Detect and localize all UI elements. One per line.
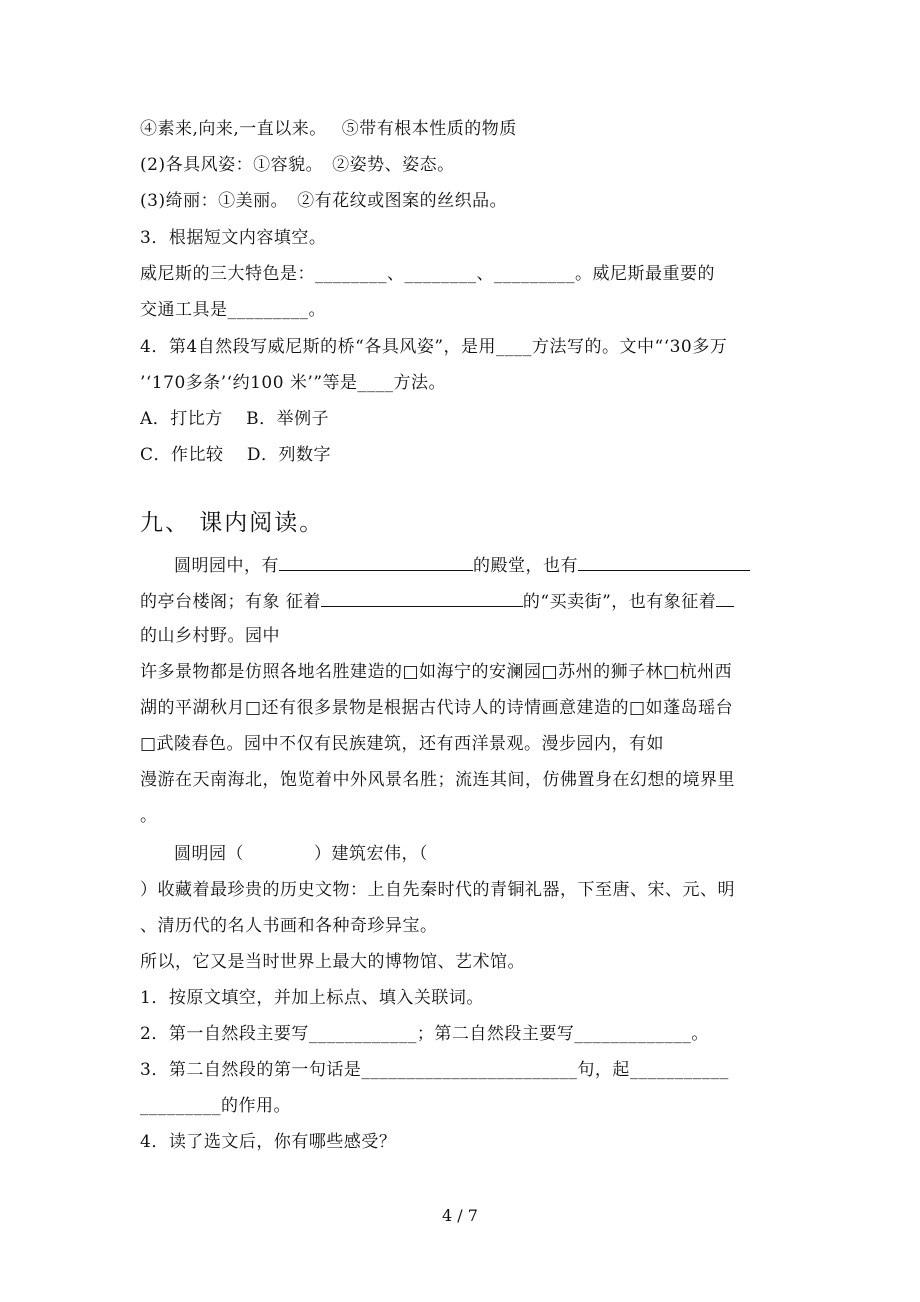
passage-line: 湖的平湖秋月□还有很多景物是根据古代诗人的诗情画意建造的□如蓬岛瑶台	[140, 698, 734, 718]
question-3: 3．第二自然段的第一句话是________________________句，起___________	[140, 1060, 729, 1080]
text-line: (2)各具风姿：①容貌。 ②姿势、姿态。	[140, 155, 455, 175]
question-2: 2．第一自然段主要写____________；第二自然段主要写_____________。	[140, 1024, 709, 1044]
blank-line	[279, 553, 473, 571]
passage-line: 漫游在天南海北，饱览着中外风景名胜；流连其间，仿佛置身在幻想的境界里	[140, 770, 735, 790]
passage-line	[140, 589, 734, 613]
passage-line: 的山乡村野。园中	[140, 626, 280, 646]
question-4: 4．第4自然段写威尼斯的桥“各具风姿”，是用____方法写的。文中“‘30多万	[140, 337, 728, 357]
passage-line: □武陵春色。园中不仅有民族建筑，还有西洋景观。漫步园内，有如	[140, 734, 665, 754]
page-number: 4 / 7	[442, 1206, 478, 1225]
text-line: ④素来,向来,一直以来。 ⑤带有根本性质的物质	[140, 119, 517, 139]
passage-line: 圆明园（ ）建筑宏伟，（	[174, 844, 428, 864]
passage-line	[174, 553, 750, 577]
blank-line	[716, 589, 734, 607]
options-ab: A．打比方 B．举例子	[140, 409, 330, 429]
options-cd: C．作比较 D．列数字	[140, 445, 332, 465]
passage-line: 。	[140, 806, 158, 826]
text-line: 威尼斯的三大特色是：________、________、_________。威尼斯最重要的	[140, 264, 715, 284]
question-4: 4．读了选文后，你有哪些感受？	[140, 1132, 397, 1152]
passage-fragment: 的亭台楼阁；有象 征着	[140, 592, 321, 612]
text-line: (3)绮丽：①美丽。 ②有花纹或图案的丝织品。	[140, 191, 508, 211]
passage-fragment: 圆明园中，有	[174, 556, 279, 576]
passage-line: 、清历代的名人书画和各种奇珍异宝。	[140, 916, 438, 936]
blank-line	[321, 589, 523, 607]
question-3: 3．根据短文内容填空。	[140, 228, 327, 248]
text-line: _________的作用。	[140, 1096, 291, 1116]
passage-line: ）收藏着最珍贵的历史文物：上自先秦时代的青铜礼器，下至唐、宋、元、明	[140, 880, 735, 900]
passage-fragment: 的“买卖街”，也有象征着	[522, 592, 717, 612]
passage-fragment: 的殿堂，也有	[473, 556, 578, 576]
section-heading: 九、 课内阅读。	[140, 510, 325, 536]
text-line: 交通工具是_________。	[140, 300, 326, 320]
passage-line: 许多景物都是仿照各地名胜建造的□如海宁的安澜园□苏州的狮子林□杭州西	[140, 662, 733, 682]
question-1: 1．按原文填空，并加上标点、填入关联词。	[140, 988, 484, 1008]
blank-line	[578, 553, 750, 571]
text-line: ’‘170多条’‘约100 米’”等是____方法。	[140, 373, 447, 393]
passage-line: 所以，它又是当时世界上最大的博物馆、艺术馆。	[140, 952, 525, 972]
